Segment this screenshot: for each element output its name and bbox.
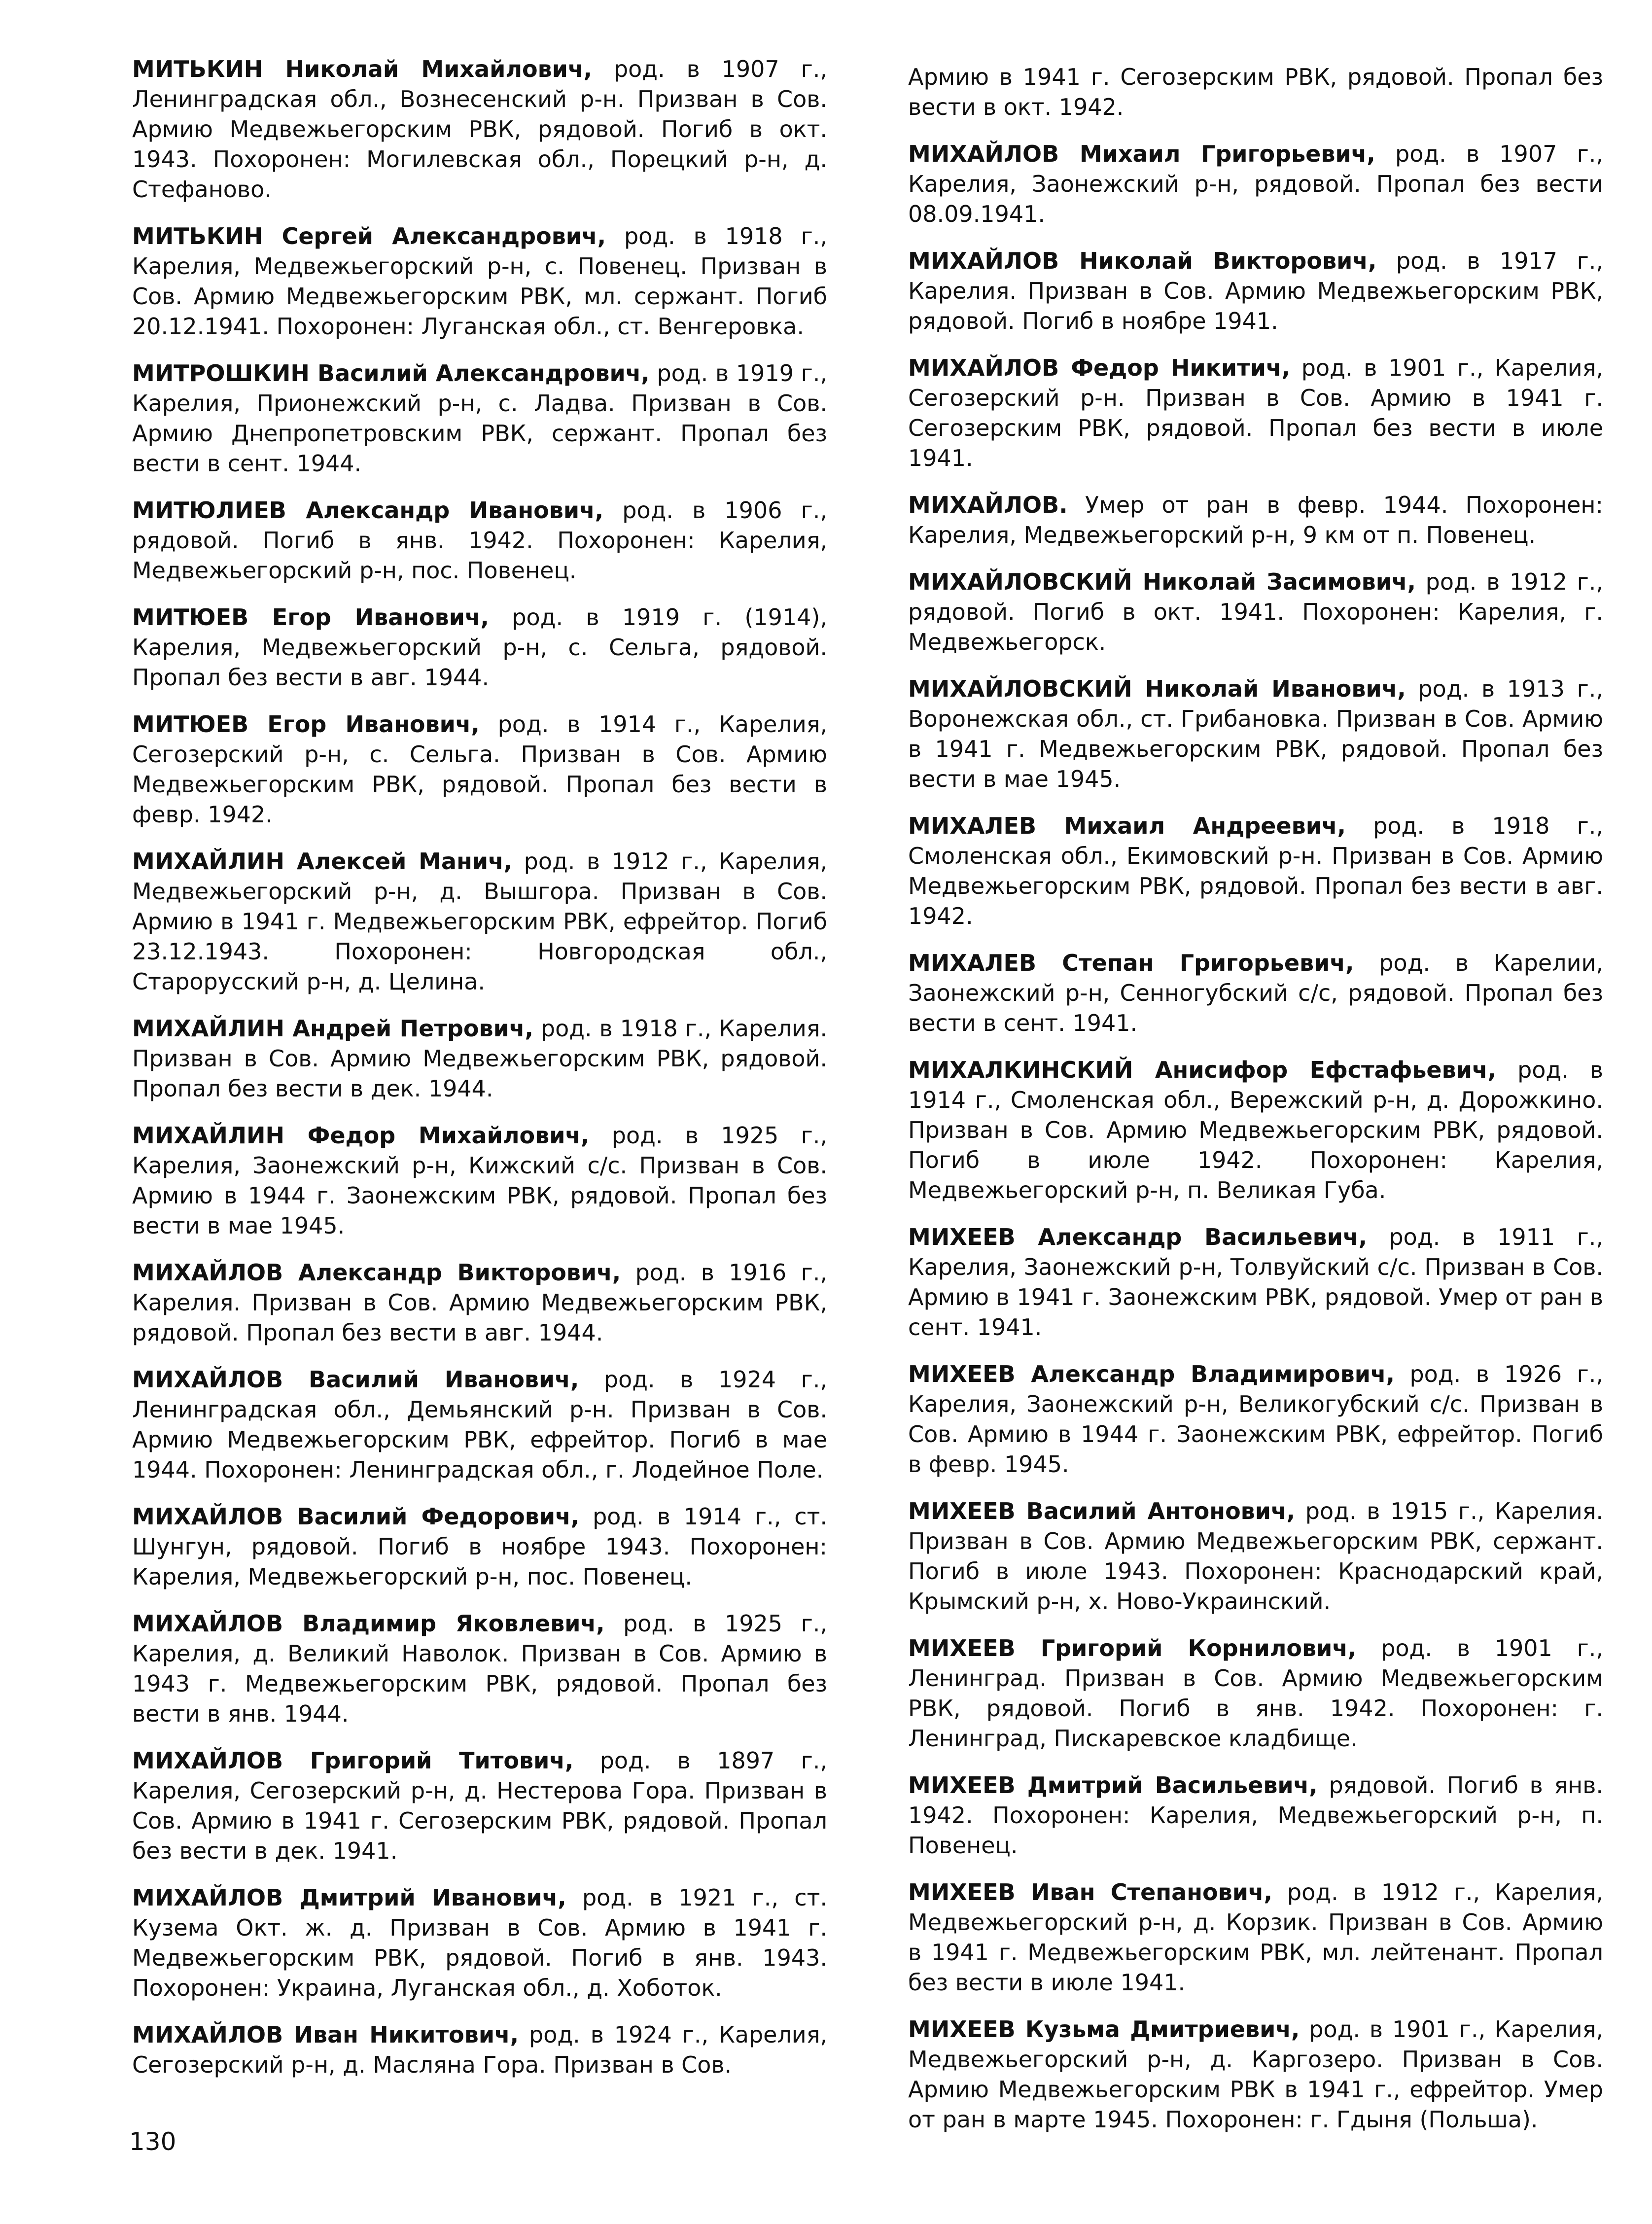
entry-name: МИХЕЕВ Дмитрий Васильевич, bbox=[908, 1772, 1318, 1799]
entry-name: МИТРОШКИН Василий Александрович, bbox=[132, 360, 650, 387]
entry bbox=[132, 1609, 827, 1729]
entry-name: МИХАЙЛОВ Николай Викторович, bbox=[908, 247, 1377, 274]
entry-text: род. в 1925 г., Карелия, Заонежский р-н, Кижский с/с. Призван в Сов. Армию в 1944 г. Заонежским РВК, рядовой. Пропал без вести в мае 1945. bbox=[132, 1122, 827, 1239]
entry bbox=[908, 567, 1603, 657]
entry-name: МИХАЙЛИН Андрей Петрович, bbox=[132, 1015, 533, 1042]
entry bbox=[132, 1883, 827, 2003]
entry-text: род. в 1897 г., Карелия, Сегозерский р-н, д. Нестерова Гора. Призван в Сов. Армию в 1941 г. Сегозерским РВК, рядовой. Пропал без вести в дек. 1941. bbox=[132, 1747, 827, 1864]
entry bbox=[132, 847, 827, 997]
entry-text: род. в 1912 г., Карелия, Медвежьегорский р-н, д. Вышгора. Призван в Сов. Армию в 1941 г. Медвежьегорским РВК, ефрейтор. Погиб 23.12.1943. Похоронен: Новгородская обл., Старорусский р-н, д. Целина. bbox=[132, 848, 827, 995]
entry bbox=[908, 674, 1603, 794]
entry-name: МИХЕЕВ Александр Владимирович, bbox=[908, 1361, 1395, 1387]
entry-name: МИХАЙЛОВ Михаил Григорьевич, bbox=[908, 141, 1375, 167]
entry-name: МИХАЛЕВ Михаил Андреевич, bbox=[908, 812, 1346, 839]
entry bbox=[132, 2020, 827, 2080]
entry-name: МИХАЙЛОВ Григорий Титович, bbox=[132, 1747, 574, 1774]
entry bbox=[132, 1121, 827, 1241]
entry-text: род. в 1918 г., Карелия. Призван в Сов. Армию Медвежьегорским РВК, рядовой. Пропал без вести в дек. 1944. bbox=[132, 1015, 828, 1102]
entry-name: МИХЕЕВ Кузьма Дмитриевич, bbox=[908, 2016, 1300, 2043]
entry bbox=[132, 1365, 827, 1485]
entry-text: род. в 1914 г., ст. Шунгун, рядовой. Погиб в ноябре 1943. Похоронен: Карелия, Медвежьегорский р-н, пос. Повенец. bbox=[132, 1503, 827, 1590]
entry-text: род. в 1907 г., Ленинградская обл., Вознесенский р-н. Призван в Сов. Армию Медвежьегорским РВК, рядовой. Погиб в окт. 1943. Похоронен: Могилевская обл., Порецкий р-н, д. Стефаново. bbox=[132, 56, 827, 203]
entry bbox=[132, 1014, 827, 1104]
entry-text: род. в 1925 г., Карелия, д. Великий Наволок. Призван в Сов. Армию в 1943 г. Медвежьегорским РВК, рядовой. Пропал без вести в янв. 1944. bbox=[132, 1610, 827, 1727]
entry-name: МИХАЙЛОВ Владимир Яковлевич, bbox=[132, 1610, 605, 1637]
entry-text: род. в 1915 г., Карелия. Призван в Сов. Армию Медвежьегорским РВК, сержант. Погиб в июле 1943. Похоронен: Краснодарский край, Крымский р-н, х. Ново-Украинский. bbox=[908, 1498, 1604, 1615]
entry-name: МИТЬКИН Николай Михайлович, bbox=[132, 56, 593, 82]
entry-text: род. в 1907 г., Карелия, Заонежский р-н, рядовой. Пропал без вести 08.09.1941. bbox=[908, 141, 1603, 227]
entry-name: МИХАЙЛОВ Дмитрий Иванович, bbox=[132, 1884, 566, 1911]
entry bbox=[908, 246, 1603, 336]
entry bbox=[132, 1746, 827, 1866]
entry-name: МИХАЙЛОВСКИЙ Николай Засимович, bbox=[908, 568, 1416, 595]
entry-text: рядовой. Погиб в янв. 1942. Похоронен: Карелия, Медвежьегорский р-н, п. Повенец. bbox=[908, 1772, 1603, 1859]
entry-text: род. в Карелии, Заонежский р-н, Сенногубский с/с, рядовой. Пропал без вести в сент. 1941. bbox=[908, 950, 1603, 1036]
entry bbox=[908, 1877, 1603, 1998]
entry-name: МИХАЙЛОВ Александр Викторович, bbox=[132, 1259, 621, 1286]
entry-name: МИХАЙЛОВСКИЙ Николай Иванович, bbox=[908, 675, 1406, 702]
entry-text: род. в 1918 г., Смоленская обл., Екимовский р-н. Призван в Сов. Армию Медвежьегорским РВК, рядовой. Пропал без вести в авг. 1942. bbox=[908, 812, 1603, 929]
entry bbox=[908, 811, 1603, 931]
entry bbox=[908, 1359, 1603, 1480]
entry-text: род. в 1901 г., Карелия, Сегозерский р-н. Призван в Сов. Армию в 1941 г. Сегозерским РВК, рядовой. Пропал без вести в июле 1941. bbox=[908, 354, 1603, 471]
entry-text: Умер от ран в февр. 1944. Похоронен: Карелия, Медвежьегорский р-н, 9 км от п. Повенец. bbox=[908, 492, 1603, 548]
entry bbox=[908, 1496, 1603, 1617]
entry-name: МИХАЙЛОВ Федор Никитич, bbox=[908, 354, 1291, 381]
entry bbox=[132, 602, 827, 693]
entry-name: МИХАЙЛИН Алексей Манич, bbox=[132, 848, 513, 875]
right-column bbox=[908, 62, 1603, 2152]
entry-text: род. в 1911 г., Карелия, Заонежский р-н, Толвуйский с/с. Призван в Сов. Армию в 1941 г. Заонежским РВК, рядовой. Умер от ран в сент. 1941. bbox=[908, 1224, 1603, 1341]
entry-name: МИХАЙЛОВ Василий Федорович, bbox=[132, 1503, 580, 1530]
entry-name: МИХЕЕВ Александр Васильевич, bbox=[908, 1224, 1368, 1250]
left-column bbox=[132, 54, 827, 2097]
entry-name: МИТЬКИН Сергей Александрович, bbox=[132, 223, 606, 249]
entry bbox=[132, 709, 827, 830]
entry-text: род. в 1921 г., ст. Кузема Окт. ж. д. Призван в Сов. Армию в 1941 г. Медвежьегорским РВК, рядовой. Погиб в янв. 1943. Похоронен: Украина, Луганская обл., д. Хоботок. bbox=[132, 1884, 827, 2001]
entry bbox=[908, 1055, 1603, 1205]
entry-text: Армию в 1941 г. Сегозерским РВК, рядовой. Пропал без вести в окт. 1942. bbox=[908, 64, 1603, 120]
page-number: 130 bbox=[129, 2127, 176, 2156]
entry-continuation bbox=[908, 62, 1603, 122]
entry bbox=[908, 353, 1603, 473]
entry bbox=[132, 1502, 827, 1592]
entry-text: род. в 1919 г. (1914), Карелия, Медвежьегорский р-н, с. Сельга, рядовой. Пропал без вести в авг. 1944. bbox=[132, 604, 828, 691]
entry-text: род. в 1914 г., Карелия, Сегозерский р-н, с. Сельга. Призван в Сов. Армию Медвежьегорским РВК, рядовой. Пропал без вести в февр. 1942. bbox=[132, 711, 828, 828]
entry bbox=[908, 1222, 1603, 1342]
entry-name: МИХЕЕВ Григорий Корнилович, bbox=[908, 1635, 1357, 1661]
entry-text: род. в 1912 г., Карелия, Медвежьегорский р-н, д. Корзик. Призван в Сов. Армию в 1941 г. Медвежьегорским РВК, мл. лейтенант. Пропал без вести в июле 1941. bbox=[908, 1879, 1604, 1996]
entry-text: род. в 1912 г., рядовой. Погиб в окт. 1941. Похоронен: Карелия, г. Медвежьегорск. bbox=[908, 568, 1603, 655]
entry-name: МИХЕЕВ Василий Антонович, bbox=[908, 1498, 1296, 1524]
entry-text: род. в 1906 г., рядовой. Погиб в янв. 1942. Похоронен: Карелия, Медвежьегорский р-н, пос. Повенец. bbox=[132, 497, 827, 584]
entry bbox=[132, 358, 827, 479]
entry-text: род. в 1901 г., Карелия, Медвежьегорский р-н, д. Каргозеро. Призван в Сов. Армию Медвежьегорским РВК в 1941 г., ефрейтор. Умер от ран в марте 1945. Похоронен: г. Гдыня (Польша). bbox=[908, 2016, 1603, 2133]
entry bbox=[132, 1258, 827, 1348]
entry bbox=[908, 490, 1603, 550]
entry-text: род. в 1914 г., Смоленская обл., Вережский р-н, д. Дорожкино. Призван в Сов. Армию Медвежьегорским РВК, рядовой. Погиб в июле 1942. Похоронен: Карелия, Медвежьегорский р-н, п. Великая Губа. bbox=[908, 1057, 1603, 1203]
entry-text: род. в 1916 г., Карелия. Призван в Сов. Армию Медвежьегорским РВК, рядовой. Пропал без вести в авг. 1944. bbox=[132, 1259, 827, 1346]
entry bbox=[908, 2014, 1603, 2135]
entry-text: род. в 1924 г., Карелия, Сегозерский р-н, д. Масляна Гора. Призван в Сов. bbox=[132, 2021, 827, 2078]
entry-text: род. в 1901 г., Ленинград. Призван в Сов. Армию Медвежьегорским РВК, рядовой. Погиб в янв. 1942. Похоронен: г. Ленинград, Пискаревское кладбище. bbox=[908, 1635, 1603, 1752]
entry bbox=[908, 1770, 1603, 1861]
entry-text: род. в 1924 г., Ленинградская обл., Демьянский р-н. Призван в Сов. Армию Медвежьегорским РВК, ефрейтор. Погиб в мае 1944. Похоронен: Ленинградская обл., г. Лодейное Поле. bbox=[132, 1366, 827, 1483]
entry bbox=[132, 221, 827, 342]
entry-name: МИТЮЕВ Егор Иванович, bbox=[132, 711, 480, 738]
entry-text: род. в 1917 г., Карелия. Призван в Сов. Армию Медвежьегорским РВК, рядовой. Погиб в ноябре 1941. bbox=[908, 247, 1603, 334]
entry-name: МИТЮЛИЕВ Александр Иванович, bbox=[132, 497, 604, 524]
entry-text: род. в 1918 г., Карелия, Медвежьегорский р-н, с. Повенец. Призван в Сов. Армию Медвежьегорским РВК, мл. сержант. Погиб 20.12.1941. Похоронен: Луганская обл., ст. Венгеровка. bbox=[132, 223, 827, 340]
entry bbox=[908, 948, 1603, 1038]
entry-text: род. в 1926 г., Карелия, Заонежский р-н, Великогубский с/с. Призван в Сов. Армию в 1944 г. Заонежским РВК, ефрейтор. Погиб в февр. 1945. bbox=[908, 1361, 1603, 1478]
entry-text: род. в 1919 г., Карелия, Прионежский р-н, с. Ладва. Призван в Сов. Армию Днепропетровским РВК, сержант. Пропал без вести в сент. 1944. bbox=[132, 360, 827, 477]
entry-name: МИХАЙЛОВ Иван Никитович, bbox=[132, 2021, 519, 2048]
entry-name: МИХЕЕВ Иван Степанович, bbox=[908, 1879, 1272, 1906]
entry bbox=[132, 54, 827, 205]
entry-name: МИХАЛЕВ Степан Григорьевич, bbox=[908, 950, 1354, 976]
entry bbox=[132, 495, 827, 586]
entry bbox=[908, 139, 1603, 229]
entry-name: МИТЮЕВ Егор Иванович, bbox=[132, 604, 490, 631]
entry bbox=[908, 1633, 1603, 1754]
entry-name: МИХАЙЛИН Федор Михайлович, bbox=[132, 1122, 590, 1149]
entry-name: МИХАЙЛОВ Василий Иванович, bbox=[132, 1366, 579, 1393]
entry-name: МИХАЙЛОВ. bbox=[908, 492, 1068, 518]
entry-text: род. в 1913 г., Воронежская обл., ст. Грибановка. Призван в Сов. Армию в 1941 г. Медвежьегорским РВК, рядовой. Пропал без вести в мае 1945. bbox=[908, 675, 1603, 792]
entry-name: МИХАЛКИНСКИЙ Анисифор Ефстафьевич, bbox=[908, 1057, 1497, 1083]
